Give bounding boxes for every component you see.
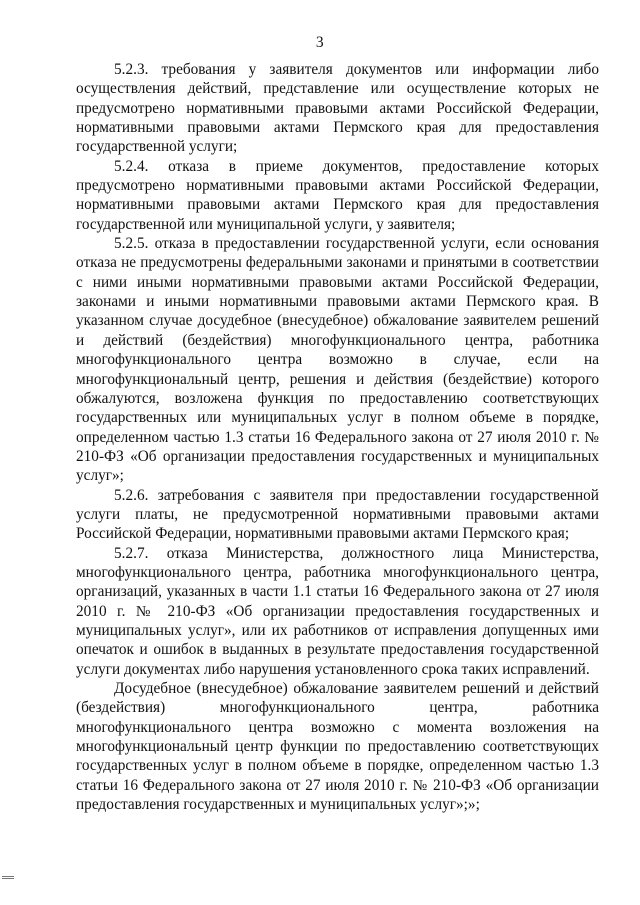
paragraph-5-2-5: 5.2.5. отказа в предоставлении государственной услуги, если основания отказа не предусмотрены федеральными законами и принятыми в соответствии с ними иными нормативными правовыми актами Российской Федерации, законами и иными нормативными правовыми актами Пермского края. В указанном случае досудебное (внесудебное) обжалование заявителем решений и действий (бездействия) многофункционального центра, работника многофункционального центра возможно в случае, если на многофункциональный центр, решения и действия (бездействие) которого обжалуются, возложена функция по предоставлению соответствующих государственных или муниципальных услуг в полном объеме в порядке, определенном частью 1.3 статьи 16 Федерального закона от 27 июля 2010 г. № 210-ФЗ «Об организации предоставления государственных и муниципальных услуг»;: [76, 235, 599, 485]
document-body: [76, 60, 599, 814]
paragraph-pretrial-appeal: Досудебное (внесудебное) обжалование заявителем решений и действий (бездействия) многофункционального центра, работника многофункционального центра возможно с момента возложения на многофункциональный центр функции по предоставлению соответствующих государственных услуг в полном объеме в порядке, определенном частью 1.3 статьи 16 Федерального закона от 27 июля 2010 г. № 210-ФЗ «Об организации предоставления государственных и муниципальных услуг»;»;: [76, 680, 599, 814]
scan-edge-mark: [2, 876, 14, 877]
paragraph-5-2-3: 5.2.3. требования у заявителя документов или информации либо осуществления действий, представление или осуществление которых не предусмотрено нормативными правовыми актами Российской Федерации, нормативными правовыми актами Пермского края для предоставления государственной услуги;: [76, 61, 599, 156]
paragraph-5-2-6: 5.2.6. затребования с заявителя при предоставлении государственной услуги платы, не предусмотренной нормативными правовыми актами Российской Федерации, нормативными правовыми актами Пермского края;: [76, 486, 599, 543]
scan-edge-mark: [2, 878, 14, 879]
paragraph-5-2-4: 5.2.4. отказа в приеме документов, предоставление которых предусмотрено нормативными правовыми актами Российской Федерации, нормативными правовыми актами Пермского края для предоставления государственной или муниципальной услуги, у заявителя;: [76, 157, 599, 233]
paragraph-5-2-7: 5.2.7. отказа Министерства, должностного лица Министерства, многофункционального центра, работника многофункционального центра, организаций, указанных в части 1.1 статьи 16 Федерального закона от 27 июля 2010 г. № 210-ФЗ «Об организации предоставления государственных и муниципальных услуг», или их работников от исправления допущенных ими опечаток и ошибок в выданных в результате предоставления государственной услуги документах либо нарушения установленного срока таких исправлений.: [76, 544, 599, 678]
page-number: 3: [315, 34, 325, 51]
